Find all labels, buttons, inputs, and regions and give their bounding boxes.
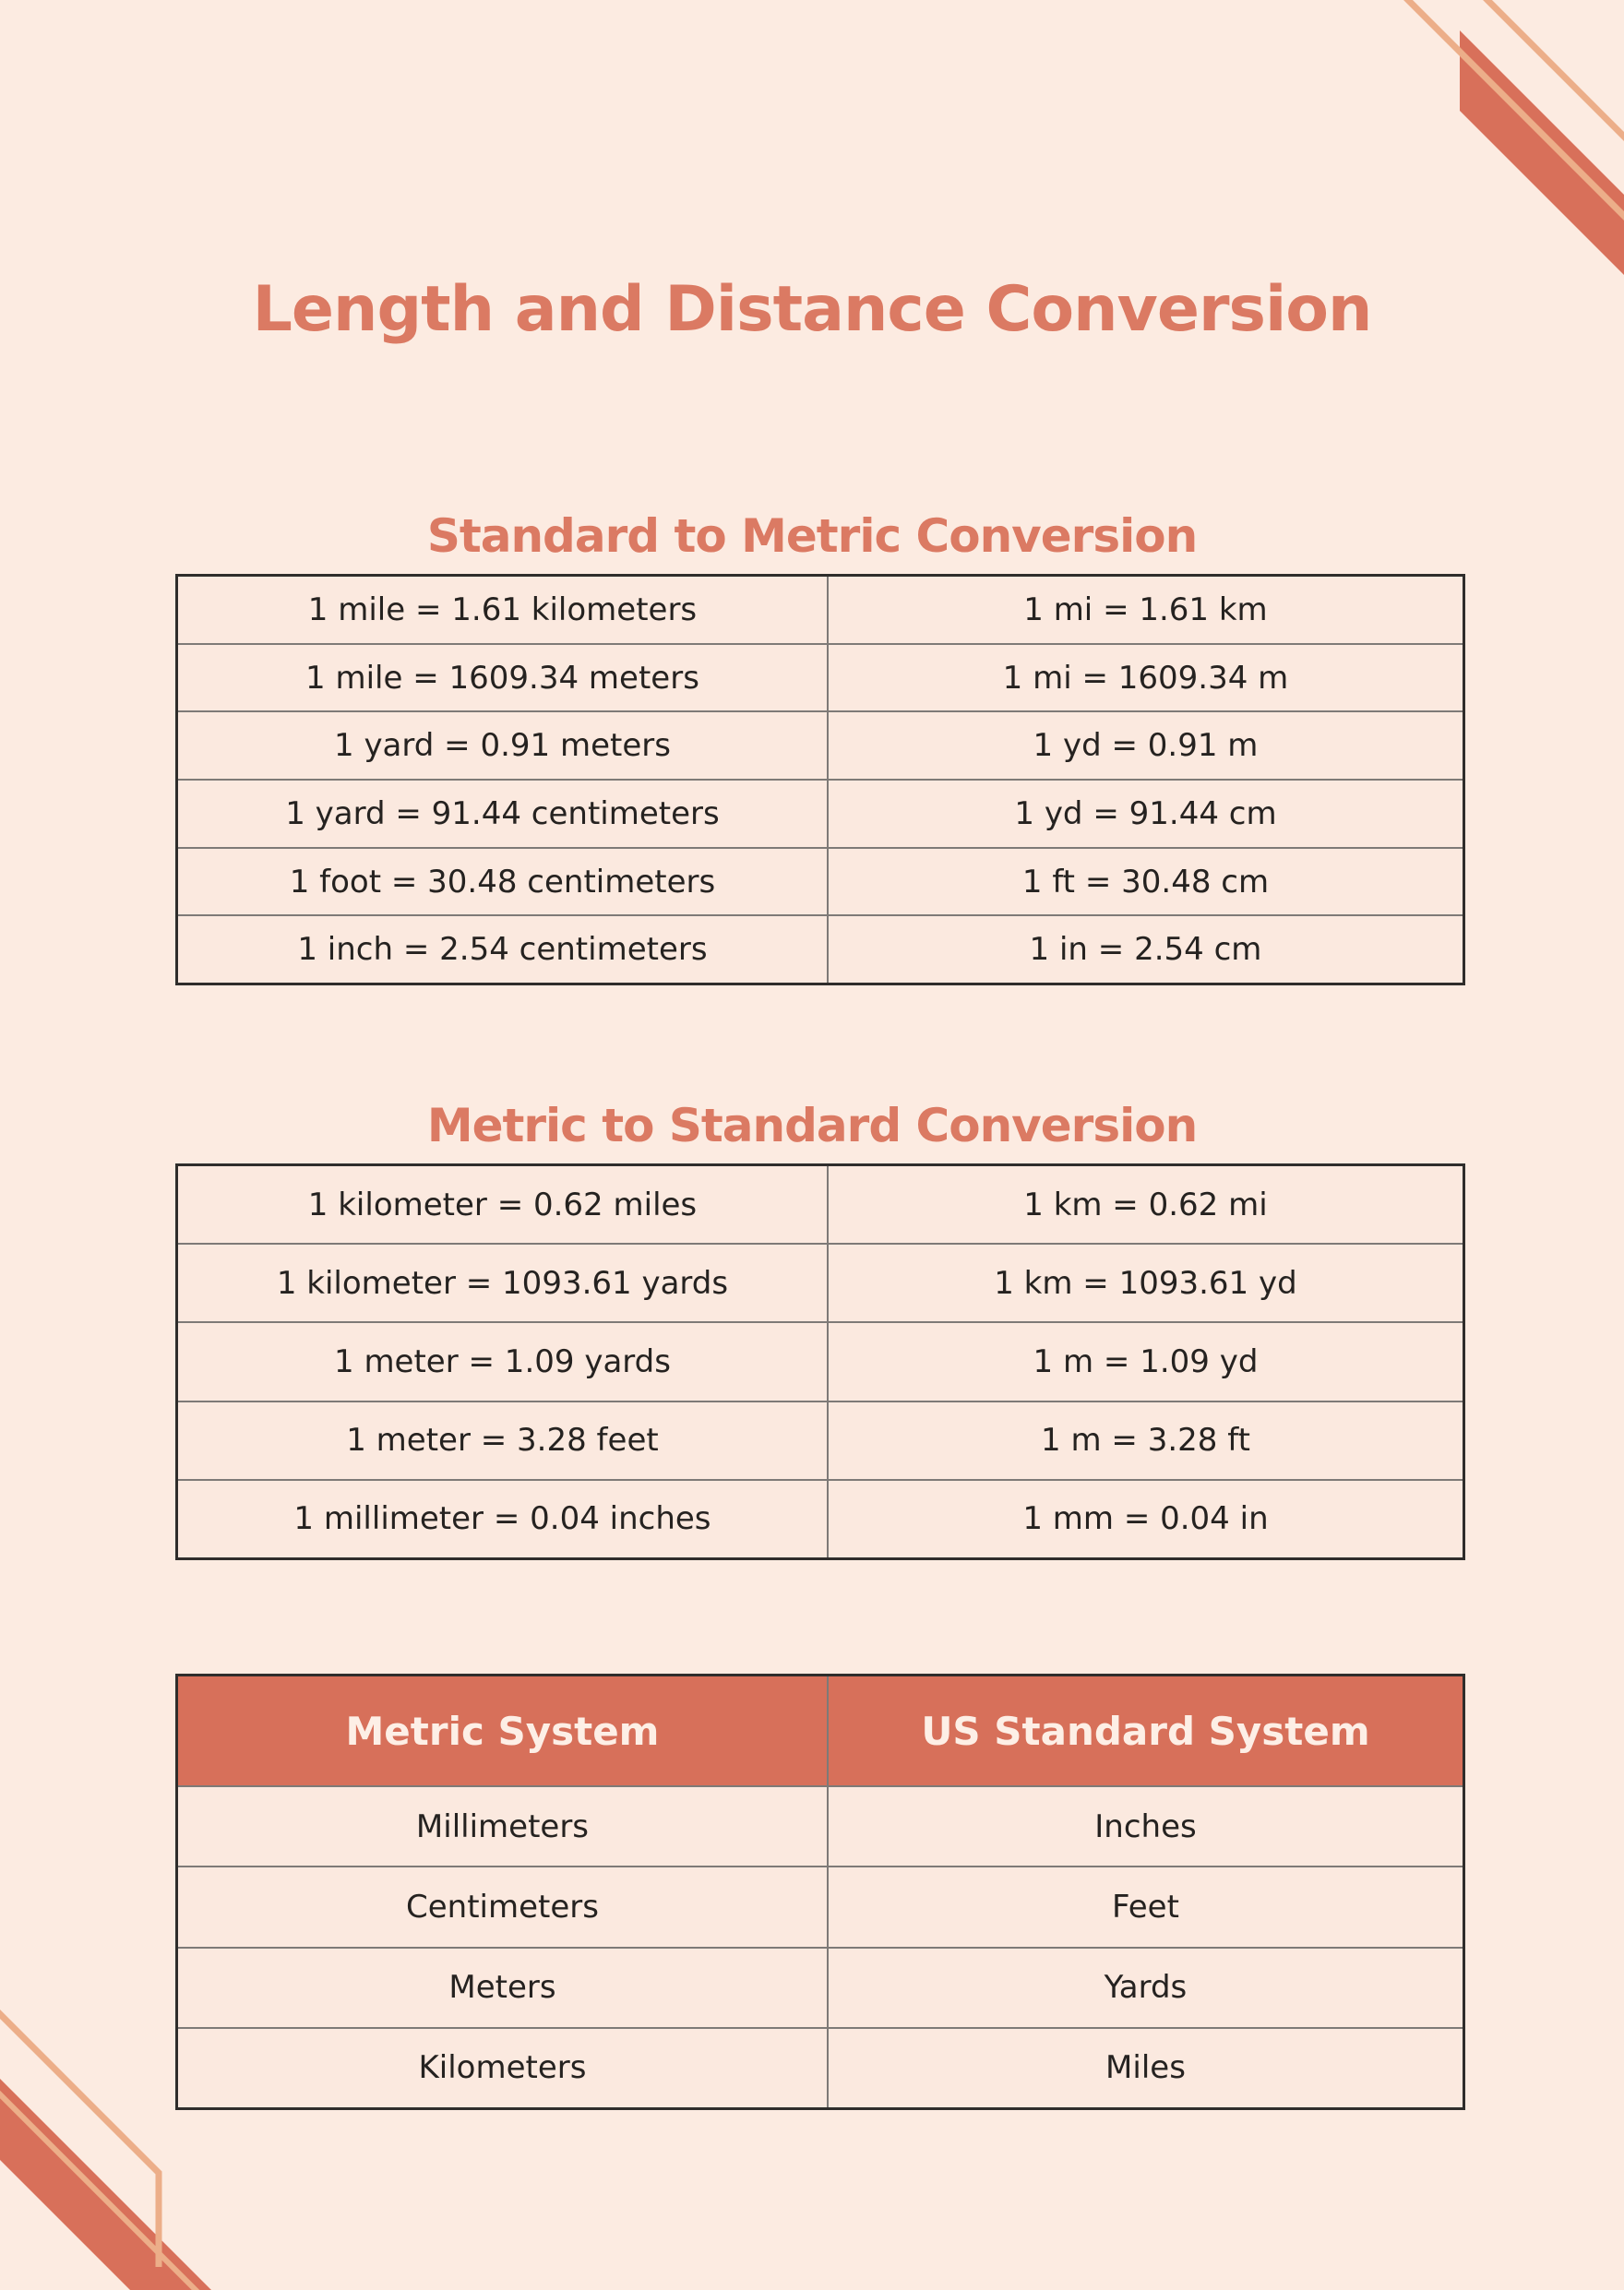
table-cell: 1 millimeter = 0.04 inches: [293, 1500, 711, 1538]
table-cell: 1 kilometer = 0.62 miles: [307, 1186, 698, 1223]
table-row: [178, 1947, 1463, 2027]
diagonal-stripe-thin-3: [0, 2087, 205, 2290]
table-cell: 1 km = 0.62 mi: [827, 1166, 1463, 1243]
table-row: [178, 1321, 1463, 1400]
table-cell: 1 yard = 0.91 meters: [334, 727, 671, 765]
table-cell: 1 m = 1.09 yd: [827, 1323, 1463, 1400]
table-row: [178, 779, 1463, 847]
table-cell: 1 kilometer = 1093.61 yards: [276, 1264, 729, 1302]
diagonal-band-bottom-left: [0, 2079, 211, 2290]
table-cell: Inches: [827, 1787, 1463, 1866]
table-cell: 1 ft = 30.48 cm: [827, 849, 1463, 915]
table-row: [178, 914, 1463, 983]
table-header-metric-system: Metric System: [345, 1708, 660, 1754]
corner-decoration-top-right: [1401, 0, 1624, 275]
table-header-row: [178, 1676, 1463, 1785]
table-row: [178, 643, 1463, 711]
section-heading-standard-to-metric: Standard to Metric Conversion: [426, 508, 1198, 563]
table-cell: Yards: [827, 1949, 1463, 2027]
table-cell: 1 in = 2.54 cm: [827, 916, 1463, 983]
diagonal-stripe-thin-1: [1401, 0, 1624, 230]
table-cell: Meters: [448, 1969, 556, 2007]
table-row: [178, 1401, 1463, 1479]
table-cell: 1 mile = 1.61 kilometers: [307, 590, 698, 628]
diagonal-stripe-thin-2: [1480, 0, 1624, 150]
table-cell: 1 mi = 1609.34 m: [827, 645, 1463, 711]
table-row: [178, 710, 1463, 779]
table-body: [178, 1785, 1463, 2107]
table-cell: 1 meter = 3.28 feet: [346, 1422, 659, 1460]
table-row: [178, 1166, 1463, 1243]
table-cell: 1 mile = 1609.34 meters: [305, 659, 699, 697]
table-cell: Centimeters: [405, 1888, 599, 1926]
table-row: [178, 1866, 1463, 1946]
table-metric-to-standard: [175, 1163, 1465, 1560]
table-cell: 1 m = 3.28 ft: [827, 1402, 1463, 1479]
page-title: Length and Distance Conversion: [252, 272, 1372, 346]
table-row: [178, 577, 1463, 643]
table-cell: 1 mm = 0.04 in: [827, 1481, 1463, 1557]
table-row: [178, 1243, 1463, 1321]
table-cell: 1 foot = 30.48 centimeters: [289, 863, 716, 900]
table-cell: Kilometers: [418, 2049, 587, 2087]
table-cell: 1 km = 1093.61 yd: [827, 1245, 1463, 1321]
table-row: [178, 1479, 1463, 1557]
table-cell: 1 yd = 0.91 m: [827, 712, 1463, 779]
table-measurement-systems: [175, 1674, 1465, 2110]
diagonal-band-top-right: [1460, 30, 1624, 275]
table-cell: Feet: [827, 1867, 1463, 1946]
table-row: [178, 1785, 1463, 1866]
table-cell: 1 meter = 1.09 yards: [334, 1343, 671, 1380]
table-cell: 1 yd = 91.44 cm: [827, 781, 1463, 847]
table-standard-to-metric: [175, 574, 1465, 985]
table-cell: 1 inch = 2.54 centimeters: [297, 931, 708, 969]
table-cell: 1 yard = 91.44 centimeters: [285, 794, 720, 832]
bent-stripe-thin: [0, 2007, 159, 2267]
table-cell: Miles: [827, 2029, 1463, 2107]
table-row: [178, 2027, 1463, 2107]
section-heading-metric-to-standard: Metric to Standard Conversion: [426, 1098, 1198, 1152]
table-header-us-standard-system: US Standard System: [827, 1676, 1463, 1785]
table-row: [178, 847, 1463, 915]
table-cell: 1 mi = 1.61 km: [827, 577, 1463, 643]
table-cell: Millimeters: [415, 1807, 590, 1845]
